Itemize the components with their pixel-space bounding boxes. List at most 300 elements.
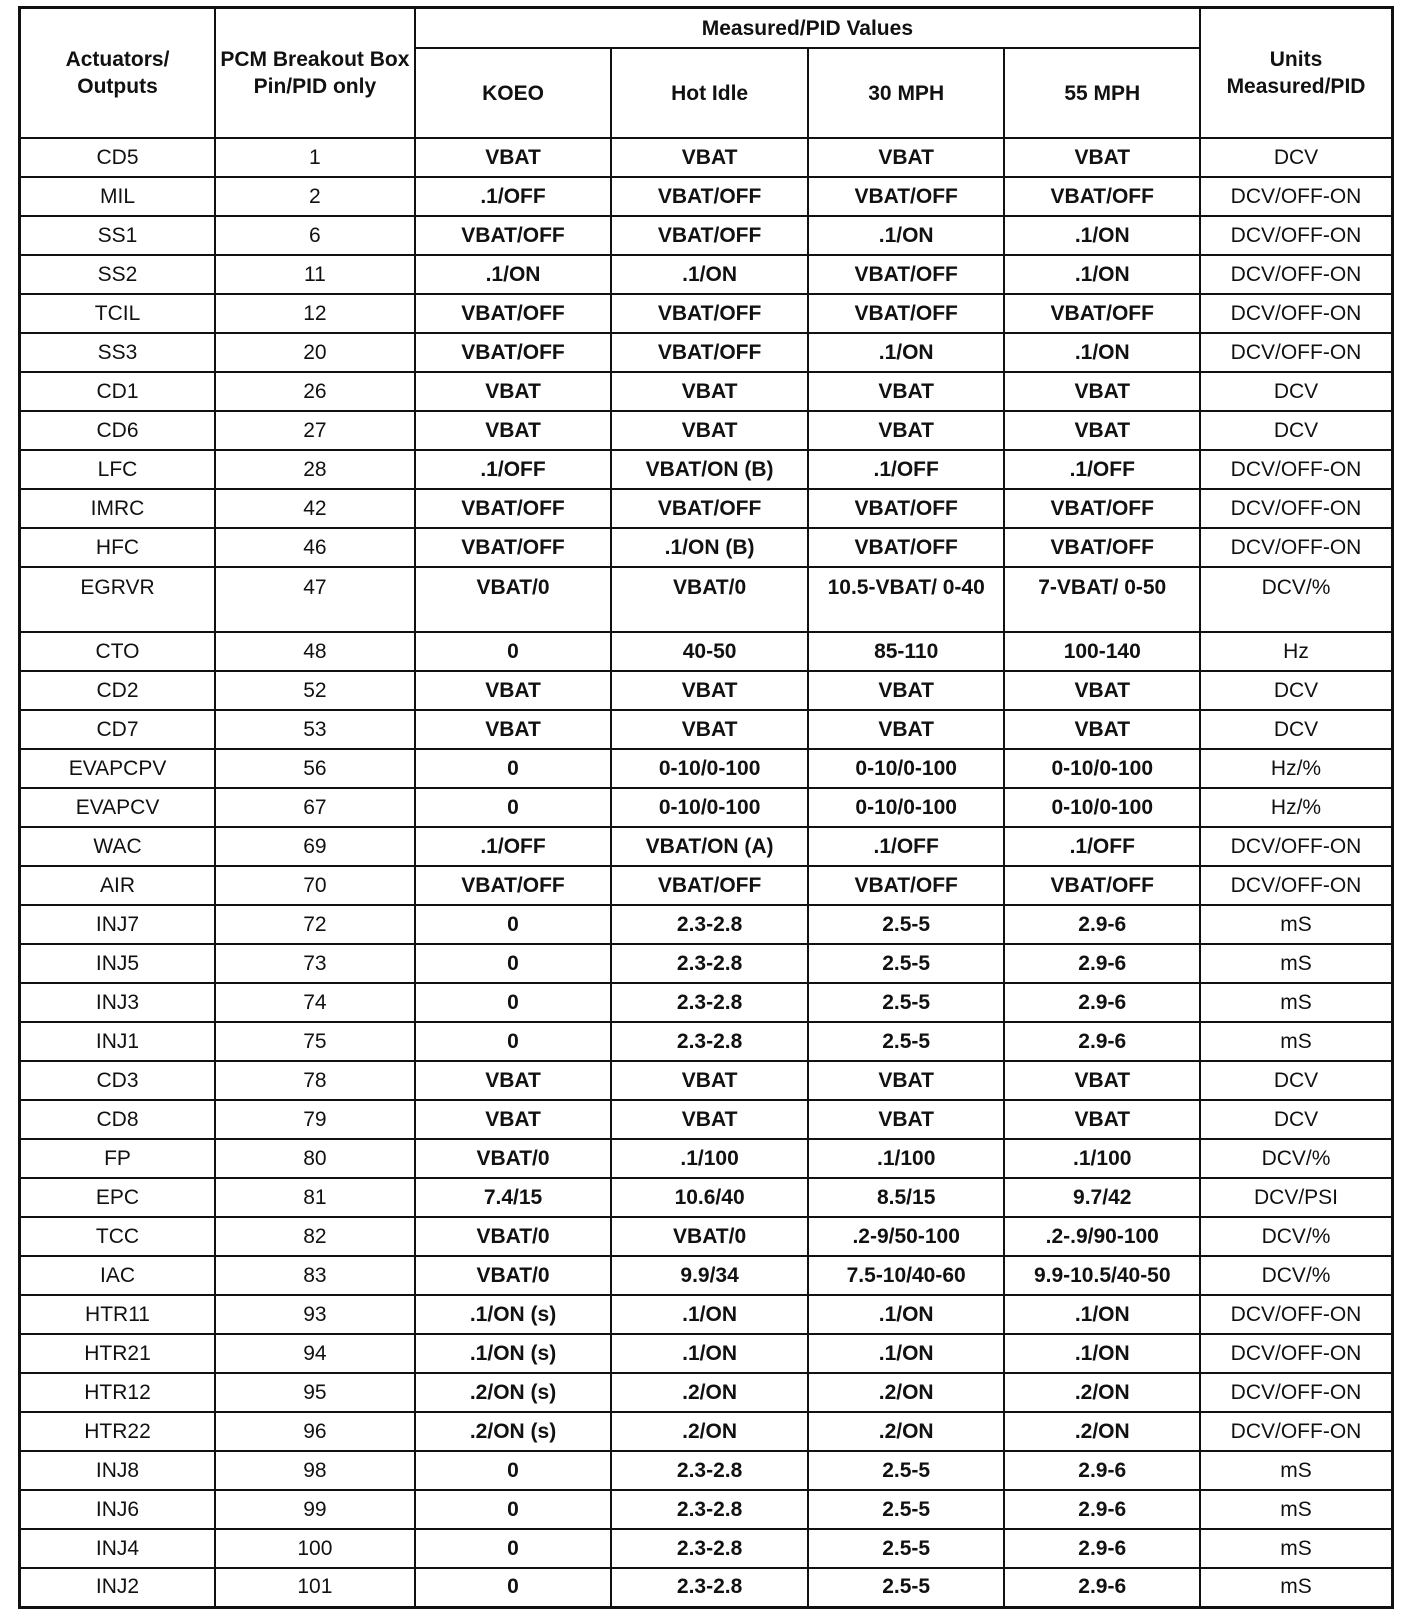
cell-pin: 94 — [215, 1334, 415, 1373]
cell-koeo: .1/OFF — [415, 450, 612, 489]
cell-koeo: VBAT/0 — [415, 1217, 612, 1256]
cell-koeo: 0 — [415, 944, 612, 983]
cell-koeo: VBAT/OFF — [415, 866, 612, 905]
cell-30-mph: .1/ON — [808, 1295, 1005, 1334]
cell-actuator: TCIL — [20, 294, 216, 333]
cell-hot-idle: .1/ON (B) — [611, 528, 808, 567]
table-row — [20, 944, 1393, 983]
cell-units: DCV — [1200, 671, 1392, 710]
cell-actuator: INJ3 — [20, 983, 216, 1022]
cell-hot-idle: .1/ON — [611, 1295, 808, 1334]
cell-55-mph: VBAT/OFF — [1004, 294, 1200, 333]
cell-koeo: .1/ON — [415, 255, 612, 294]
header-pin: PCM Breakout Box Pin/PID only — [215, 8, 415, 139]
table-row — [20, 1295, 1393, 1334]
cell-koeo: 0 — [415, 905, 612, 944]
cell-actuator: INJ7 — [20, 905, 216, 944]
cell-hot-idle: VBAT/OFF — [611, 489, 808, 528]
cell-30-mph: VBAT/OFF — [808, 489, 1005, 528]
cell-pin: 70 — [215, 866, 415, 905]
cell-hot-idle: VBAT/ON (A) — [611, 827, 808, 866]
table-body — [20, 138, 1393, 1607]
cell-30-mph: .2-9/50-100 — [808, 1217, 1005, 1256]
cell-pin: 42 — [215, 489, 415, 528]
cell-30-mph: 85-110 — [808, 632, 1005, 671]
cell-55-mph: VBAT — [1004, 1061, 1200, 1100]
cell-units: DCV/OFF-ON — [1200, 1334, 1392, 1373]
cell-hot-idle: VBAT/0 — [611, 1217, 808, 1256]
cell-hot-idle: 40-50 — [611, 632, 808, 671]
cell-koeo: VBAT/0 — [415, 1139, 612, 1178]
table-row — [20, 1373, 1393, 1412]
cell-hot-idle: 2.3-2.8 — [611, 983, 808, 1022]
cell-pin: 2 — [215, 177, 415, 216]
cell-hot-idle: VBAT/OFF — [611, 333, 808, 372]
table-row — [20, 138, 1393, 177]
cell-units: mS — [1200, 1490, 1392, 1529]
table-row — [20, 1178, 1393, 1217]
cell-55-mph: 2.9-6 — [1004, 1490, 1200, 1529]
header-actuators: Actuators/ Outputs — [20, 8, 216, 139]
cell-hot-idle: 2.3-2.8 — [611, 1451, 808, 1490]
table-row — [20, 1100, 1393, 1139]
cell-30-mph: 2.5-5 — [808, 1568, 1005, 1607]
table-row — [20, 710, 1393, 749]
cell-actuator: CD8 — [20, 1100, 216, 1139]
cell-units: Hz/% — [1200, 788, 1392, 827]
cell-units: DCV/OFF-ON — [1200, 450, 1392, 489]
cell-hot-idle: 2.3-2.8 — [611, 1529, 808, 1568]
cell-actuator: CTO — [20, 632, 216, 671]
cell-actuator: INJ4 — [20, 1529, 216, 1568]
cell-30-mph: 0-10/0-100 — [808, 749, 1005, 788]
cell-55-mph: 2.9-6 — [1004, 1568, 1200, 1607]
cell-units: DCV — [1200, 138, 1392, 177]
cell-pin: 72 — [215, 905, 415, 944]
cell-hot-idle: 0-10/0-100 — [611, 749, 808, 788]
cell-pin: 79 — [215, 1100, 415, 1139]
cell-actuator: INJ8 — [20, 1451, 216, 1490]
cell-units: DCV — [1200, 411, 1392, 450]
cell-55-mph: 2.9-6 — [1004, 1529, 1200, 1568]
table-row — [20, 827, 1393, 866]
cell-koeo: .1/ON (s) — [415, 1295, 612, 1334]
cell-pin: 83 — [215, 1256, 415, 1295]
cell-hot-idle: VBAT — [611, 671, 808, 710]
cell-actuator: SS2 — [20, 255, 216, 294]
table-row — [20, 333, 1393, 372]
cell-hot-idle: .1/ON — [611, 1334, 808, 1373]
cell-units: DCV/OFF-ON — [1200, 177, 1392, 216]
cell-actuator: EVAPCV — [20, 788, 216, 827]
cell-koeo: VBAT/0 — [415, 567, 612, 632]
cell-30-mph: .1/ON — [808, 216, 1005, 255]
cell-actuator: AIR — [20, 866, 216, 905]
cell-koeo: 0 — [415, 1451, 612, 1490]
cell-30-mph: .1/ON — [808, 1334, 1005, 1373]
cell-units: mS — [1200, 905, 1392, 944]
cell-actuator: FP — [20, 1139, 216, 1178]
cell-hot-idle: VBAT/ON (B) — [611, 450, 808, 489]
cell-hot-idle: .1/100 — [611, 1139, 808, 1178]
cell-units: DCV/OFF-ON — [1200, 216, 1392, 255]
cell-hot-idle: VBAT — [611, 710, 808, 749]
cell-koeo: VBAT — [415, 671, 612, 710]
cell-units: mS — [1200, 944, 1392, 983]
cell-hot-idle: 2.3-2.8 — [611, 1490, 808, 1529]
cell-actuator: LFC — [20, 450, 216, 489]
cell-55-mph: 9.7/42 — [1004, 1178, 1200, 1217]
cell-pin: 27 — [215, 411, 415, 450]
cell-hot-idle: .2/ON — [611, 1412, 808, 1451]
table-row — [20, 788, 1393, 827]
cell-55-mph: VBAT — [1004, 372, 1200, 411]
actuator-values-table — [18, 6, 1394, 1609]
cell-55-mph: 2.9-6 — [1004, 944, 1200, 983]
cell-units: mS — [1200, 1568, 1392, 1607]
table-row — [20, 489, 1393, 528]
cell-koeo: 0 — [415, 788, 612, 827]
cell-pin: 12 — [215, 294, 415, 333]
cell-30-mph: 2.5-5 — [808, 1529, 1005, 1568]
cell-30-mph: VBAT — [808, 372, 1005, 411]
table-row — [20, 1451, 1393, 1490]
cell-actuator: CD7 — [20, 710, 216, 749]
cell-30-mph: VBAT — [808, 138, 1005, 177]
cell-30-mph: VBAT/OFF — [808, 255, 1005, 294]
cell-30-mph: 0-10/0-100 — [808, 788, 1005, 827]
table-row — [20, 1217, 1393, 1256]
table-row — [20, 905, 1393, 944]
cell-koeo: VBAT — [415, 710, 612, 749]
cell-pin: 80 — [215, 1139, 415, 1178]
table-row — [20, 1490, 1393, 1529]
cell-actuator: SS1 — [20, 216, 216, 255]
cell-hot-idle: VBAT/OFF — [611, 177, 808, 216]
cell-units: DCV — [1200, 372, 1392, 411]
cell-units: DCV/% — [1200, 567, 1392, 632]
cell-55-mph: 2.9-6 — [1004, 905, 1200, 944]
cell-55-mph: .1/ON — [1004, 1334, 1200, 1373]
cell-hot-idle: VBAT/OFF — [611, 294, 808, 333]
cell-units: DCV/OFF-ON — [1200, 866, 1392, 905]
cell-koeo: .2/ON (s) — [415, 1373, 612, 1412]
cell-koeo: 7.4/15 — [415, 1178, 612, 1217]
table-row — [20, 1022, 1393, 1061]
cell-koeo: .2/ON (s) — [415, 1412, 612, 1451]
table-row — [20, 411, 1393, 450]
table-row — [20, 1061, 1393, 1100]
cell-55-mph: VBAT — [1004, 710, 1200, 749]
table-row — [20, 671, 1393, 710]
cell-30-mph: VBAT — [808, 671, 1005, 710]
cell-30-mph: 2.5-5 — [808, 1451, 1005, 1490]
cell-actuator: HTR21 — [20, 1334, 216, 1373]
cell-actuator: CD2 — [20, 671, 216, 710]
cell-units: DCV/OFF-ON — [1200, 294, 1392, 333]
header-55-mph: 55 MPH — [1004, 48, 1200, 138]
cell-55-mph: VBAT/OFF — [1004, 866, 1200, 905]
table-row — [20, 294, 1393, 333]
cell-hot-idle: .2/ON — [611, 1373, 808, 1412]
cell-actuator: HTR12 — [20, 1373, 216, 1412]
cell-hot-idle: .1/ON — [611, 255, 808, 294]
cell-30-mph: .1/ON — [808, 333, 1005, 372]
cell-pin: 6 — [215, 216, 415, 255]
cell-30-mph: .1/OFF — [808, 827, 1005, 866]
cell-koeo: .1/OFF — [415, 177, 612, 216]
cell-30-mph: VBAT — [808, 1100, 1005, 1139]
cell-actuator: INJ1 — [20, 1022, 216, 1061]
cell-55-mph: 2.9-6 — [1004, 983, 1200, 1022]
cell-actuator: WAC — [20, 827, 216, 866]
cell-units: DCV/% — [1200, 1217, 1392, 1256]
cell-55-mph: VBAT — [1004, 411, 1200, 450]
cell-koeo: 0 — [415, 632, 612, 671]
cell-pin: 56 — [215, 749, 415, 788]
cell-pin: 101 — [215, 1568, 415, 1607]
cell-actuator: INJ6 — [20, 1490, 216, 1529]
cell-30-mph: VBAT/OFF — [808, 866, 1005, 905]
cell-koeo: VBAT/OFF — [415, 294, 612, 333]
cell-units: DCV/OFF-ON — [1200, 255, 1392, 294]
cell-koeo: VBAT/OFF — [415, 489, 612, 528]
cell-30-mph: 10.5-VBAT/ 0-40 — [808, 567, 1005, 632]
cell-actuator: CD1 — [20, 372, 216, 411]
cell-actuator: SS3 — [20, 333, 216, 372]
table-row — [20, 216, 1393, 255]
cell-actuator: MIL — [20, 177, 216, 216]
cell-units: DCV — [1200, 1100, 1392, 1139]
cell-hot-idle: VBAT/0 — [611, 567, 808, 632]
cell-30-mph: 2.5-5 — [808, 1022, 1005, 1061]
cell-pin: 28 — [215, 450, 415, 489]
cell-pin: 74 — [215, 983, 415, 1022]
cell-units: DCV/OFF-ON — [1200, 333, 1392, 372]
cell-actuator: EPC — [20, 1178, 216, 1217]
cell-55-mph: VBAT — [1004, 1100, 1200, 1139]
table-row — [20, 177, 1393, 216]
cell-units: DCV/OFF-ON — [1200, 1373, 1392, 1412]
cell-koeo: VBAT — [415, 138, 612, 177]
cell-pin: 75 — [215, 1022, 415, 1061]
cell-hot-idle: 2.3-2.8 — [611, 1568, 808, 1607]
table-row — [20, 749, 1393, 788]
table-row — [20, 567, 1393, 632]
table-row — [20, 528, 1393, 567]
cell-hot-idle: VBAT — [611, 1100, 808, 1139]
table-row — [20, 255, 1393, 294]
table-row — [20, 632, 1393, 671]
cell-pin: 26 — [215, 372, 415, 411]
cell-pin: 99 — [215, 1490, 415, 1529]
cell-30-mph: .2/ON — [808, 1373, 1005, 1412]
cell-pin: 67 — [215, 788, 415, 827]
cell-actuator: CD3 — [20, 1061, 216, 1100]
cell-hot-idle: 0-10/0-100 — [611, 788, 808, 827]
cell-30-mph: 2.5-5 — [808, 944, 1005, 983]
cell-30-mph: VBAT/OFF — [808, 528, 1005, 567]
cell-55-mph: .1/100 — [1004, 1139, 1200, 1178]
cell-pin: 95 — [215, 1373, 415, 1412]
cell-pin: 11 — [215, 255, 415, 294]
cell-units: DCV/% — [1200, 1139, 1392, 1178]
header-koeo: KOEO — [415, 48, 612, 138]
cell-30-mph: VBAT — [808, 411, 1005, 450]
cell-koeo: VBAT/OFF — [415, 333, 612, 372]
cell-koeo: 0 — [415, 749, 612, 788]
cell-30-mph: VBAT — [808, 1061, 1005, 1100]
cell-koeo: 0 — [415, 1568, 612, 1607]
cell-pin: 81 — [215, 1178, 415, 1217]
cell-pin: 82 — [215, 1217, 415, 1256]
table-row — [20, 1334, 1393, 1373]
cell-55-mph: .1/ON — [1004, 1295, 1200, 1334]
cell-55-mph: VBAT — [1004, 138, 1200, 177]
cell-pin: 52 — [215, 671, 415, 710]
table-row — [20, 866, 1393, 905]
cell-units: DCV — [1200, 1061, 1392, 1100]
cell-30-mph: 8.5/15 — [808, 1178, 1005, 1217]
cell-30-mph: 7.5-10/40-60 — [808, 1256, 1005, 1295]
cell-hot-idle: 10.6/40 — [611, 1178, 808, 1217]
cell-actuator: CD5 — [20, 138, 216, 177]
cell-pin: 93 — [215, 1295, 415, 1334]
cell-55-mph: .2/ON — [1004, 1412, 1200, 1451]
table-row — [20, 1139, 1393, 1178]
cell-30-mph: 2.5-5 — [808, 1490, 1005, 1529]
cell-hot-idle: VBAT/OFF — [611, 216, 808, 255]
cell-30-mph: .1/OFF — [808, 450, 1005, 489]
table-row — [20, 1568, 1393, 1607]
cell-koeo: .1/OFF — [415, 827, 612, 866]
header-row-group — [20, 8, 1393, 49]
cell-pin: 98 — [215, 1451, 415, 1490]
cell-koeo: VBAT — [415, 1100, 612, 1139]
cell-30-mph: VBAT — [808, 710, 1005, 749]
header-units: Units Measured/PID — [1200, 8, 1392, 139]
cell-units: DCV/OFF-ON — [1200, 1295, 1392, 1334]
cell-30-mph: 2.5-5 — [808, 905, 1005, 944]
table-row — [20, 1256, 1393, 1295]
cell-units: mS — [1200, 983, 1392, 1022]
cell-koeo: VBAT/OFF — [415, 216, 612, 255]
cell-55-mph: 7-VBAT/ 0-50 — [1004, 567, 1200, 632]
table-row — [20, 372, 1393, 411]
cell-pin: 78 — [215, 1061, 415, 1100]
cell-hot-idle: 2.3-2.8 — [611, 905, 808, 944]
cell-actuator: IMRC — [20, 489, 216, 528]
cell-30-mph: .1/100 — [808, 1139, 1005, 1178]
header-30-mph: 30 MPH — [808, 48, 1005, 138]
cell-30-mph: 2.5-5 — [808, 983, 1005, 1022]
cell-hot-idle: 2.3-2.8 — [611, 944, 808, 983]
cell-koeo: VBAT/0 — [415, 1256, 612, 1295]
cell-55-mph: .1/ON — [1004, 216, 1200, 255]
cell-pin: 48 — [215, 632, 415, 671]
header-hot-idle: Hot Idle — [611, 48, 808, 138]
cell-units: DCV — [1200, 710, 1392, 749]
cell-units: DCV/% — [1200, 1256, 1392, 1295]
cell-pin: 47 — [215, 567, 415, 632]
cell-hot-idle: VBAT — [611, 372, 808, 411]
cell-actuator: INJ2 — [20, 1568, 216, 1607]
cell-koeo: 0 — [415, 1022, 612, 1061]
cell-55-mph: VBAT/OFF — [1004, 177, 1200, 216]
cell-koeo: VBAT — [415, 1061, 612, 1100]
cell-55-mph: .1/OFF — [1004, 827, 1200, 866]
cell-55-mph: .1/ON — [1004, 333, 1200, 372]
cell-koeo: 0 — [415, 1490, 612, 1529]
cell-actuator: IAC — [20, 1256, 216, 1295]
cell-30-mph: .2/ON — [808, 1412, 1005, 1451]
cell-units: Hz — [1200, 632, 1392, 671]
cell-koeo: 0 — [415, 983, 612, 1022]
cell-55-mph: .2/ON — [1004, 1373, 1200, 1412]
header-measured-group: Measured/PID Values — [415, 8, 1200, 49]
cell-hot-idle: VBAT — [611, 411, 808, 450]
spec-sheet — [18, 6, 1394, 1609]
cell-pin: 20 — [215, 333, 415, 372]
cell-55-mph: 2.9-6 — [1004, 1451, 1200, 1490]
cell-koeo: VBAT — [415, 411, 612, 450]
table-row — [20, 450, 1393, 489]
cell-units: mS — [1200, 1451, 1392, 1490]
cell-koeo: VBAT — [415, 372, 612, 411]
cell-actuator: INJ5 — [20, 944, 216, 983]
cell-pin: 1 — [215, 138, 415, 177]
cell-55-mph: .1/OFF — [1004, 450, 1200, 489]
cell-actuator: TCC — [20, 1217, 216, 1256]
cell-30-mph: VBAT/OFF — [808, 177, 1005, 216]
cell-actuator: EVAPCPV — [20, 749, 216, 788]
cell-hot-idle: VBAT — [611, 1061, 808, 1100]
cell-hot-idle: VBAT — [611, 138, 808, 177]
table-row — [20, 1529, 1393, 1568]
cell-hot-idle: 2.3-2.8 — [611, 1022, 808, 1061]
cell-units: DCV/OFF-ON — [1200, 489, 1392, 528]
cell-55-mph: 100-140 — [1004, 632, 1200, 671]
cell-55-mph: 2.9-6 — [1004, 1022, 1200, 1061]
cell-actuator: HTR11 — [20, 1295, 216, 1334]
cell-55-mph: 9.9-10.5/40-50 — [1004, 1256, 1200, 1295]
cell-55-mph: VBAT/OFF — [1004, 528, 1200, 567]
cell-units: DCV/OFF-ON — [1200, 1412, 1392, 1451]
cell-55-mph: VBAT/OFF — [1004, 489, 1200, 528]
cell-pin: 73 — [215, 944, 415, 983]
cell-pin: 46 — [215, 528, 415, 567]
cell-hot-idle: VBAT/OFF — [611, 866, 808, 905]
cell-hot-idle: 9.9/34 — [611, 1256, 808, 1295]
cell-30-mph: VBAT/OFF — [808, 294, 1005, 333]
cell-koeo: VBAT/OFF — [415, 528, 612, 567]
cell-pin: 96 — [215, 1412, 415, 1451]
cell-units: Hz/% — [1200, 749, 1392, 788]
cell-actuator: HFC — [20, 528, 216, 567]
cell-actuator: EGRVR — [20, 567, 216, 632]
cell-units: DCV/OFF-ON — [1200, 827, 1392, 866]
cell-units: mS — [1200, 1529, 1392, 1568]
cell-units: mS — [1200, 1022, 1392, 1061]
table-row — [20, 983, 1393, 1022]
cell-units: DCV/OFF-ON — [1200, 528, 1392, 567]
cell-55-mph: 0-10/0-100 — [1004, 788, 1200, 827]
table-row — [20, 1412, 1393, 1451]
cell-55-mph: 0-10/0-100 — [1004, 749, 1200, 788]
cell-actuator: HTR22 — [20, 1412, 216, 1451]
cell-units: DCV/PSI — [1200, 1178, 1392, 1217]
cell-pin: 100 — [215, 1529, 415, 1568]
